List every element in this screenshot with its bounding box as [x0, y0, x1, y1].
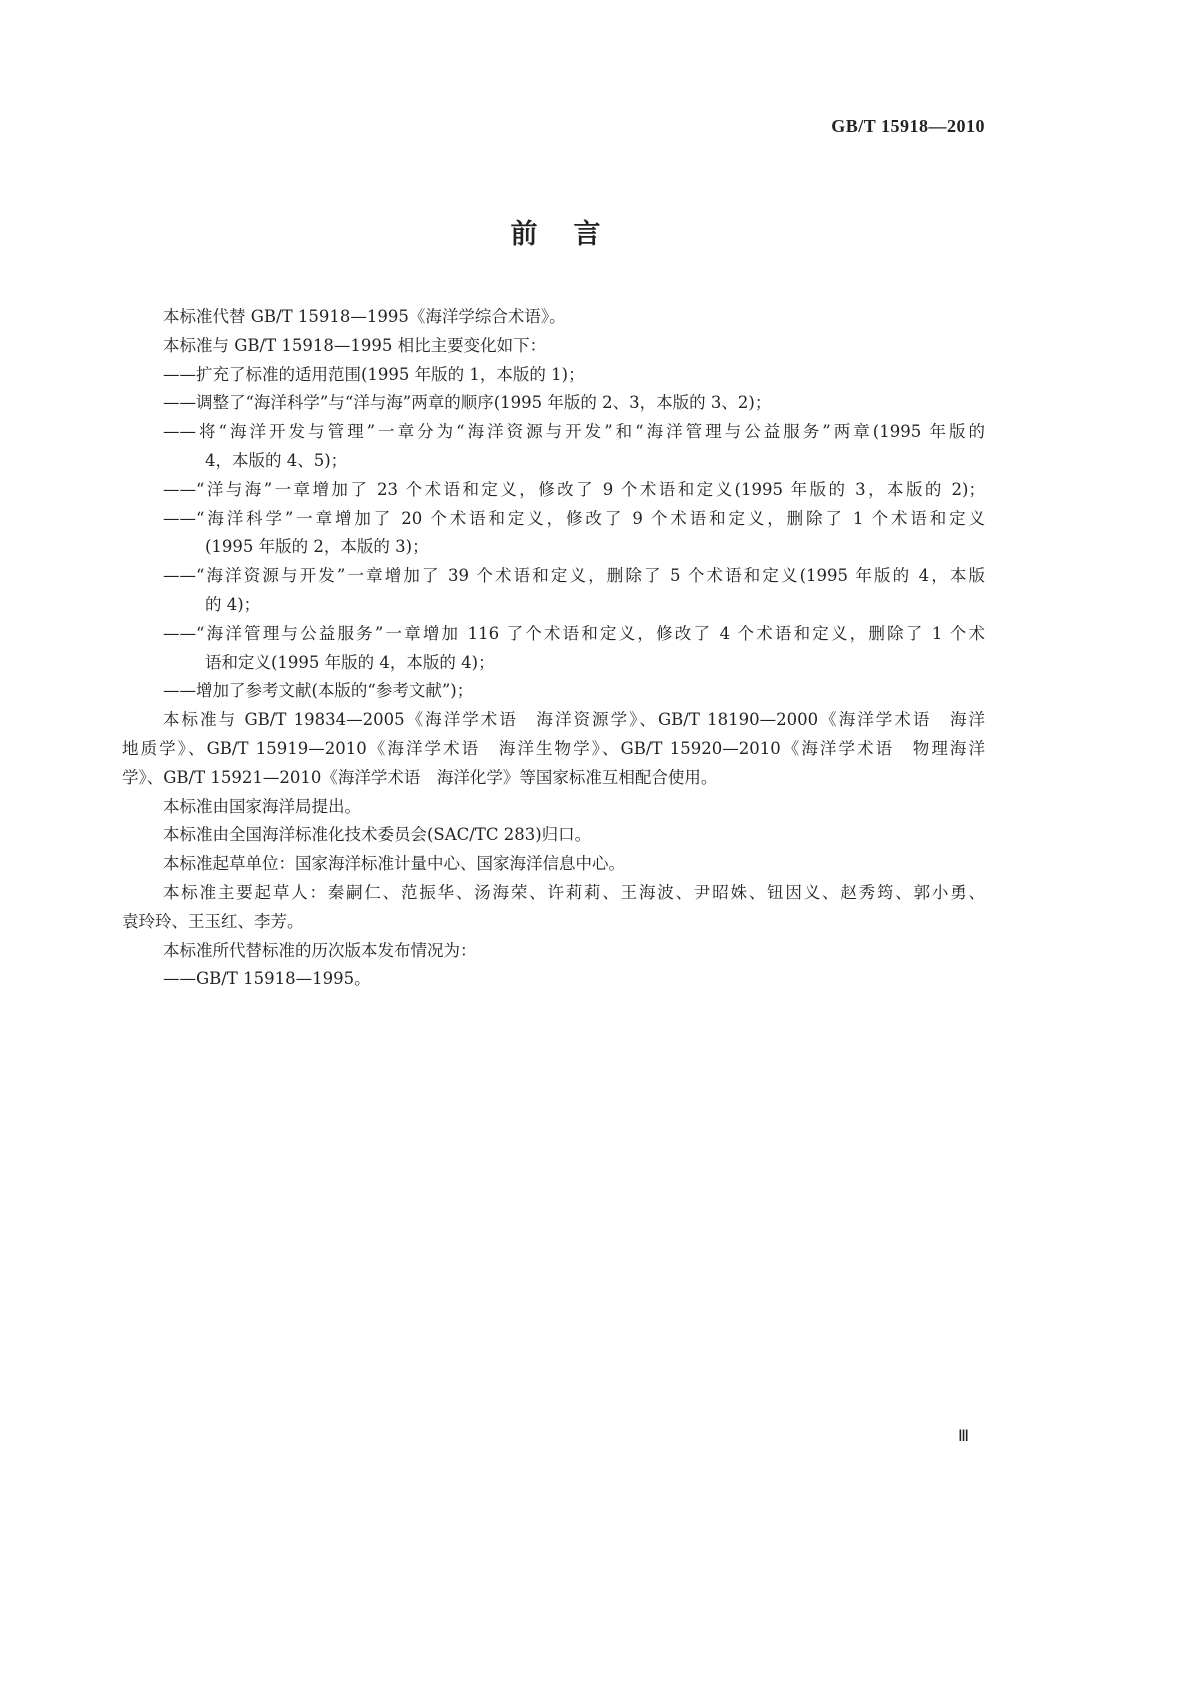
list-item: ——GB/T 15918—1995。 — [163, 969, 371, 989]
list-item-continuation: (1995 年版的 2，本版的 3)； — [205, 537, 429, 557]
paragraph-line: 本标准由国家海洋局提出。 — [163, 796, 361, 816]
paragraph-line: 本标准与 GB/T 15918—1995 相比主要变化如下： — [163, 335, 547, 355]
paragraph-line: 袁玲玲、王玉红、李芳。 — [122, 911, 304, 931]
paragraph-line: 地质学》、GB/T 15919—2010《海洋学术语 海洋生物学》、GB/T 15920—2010《海洋学术语 物理海洋 — [122, 738, 985, 758]
list-item-continuation: 语和定义(1995 年版的 4，本版的 4)； — [205, 652, 495, 672]
paragraph-line: 本标准由全国海洋标准化技术委员会(SAC/TC 283)归口。 — [163, 825, 592, 845]
list-item: ——扩充了标准的适用范围(1995 年版的 1，本版的 1)； — [163, 364, 585, 384]
paragraph-line: 本标准代替 GB/T 15918—1995《海洋学综合术语》。 — [163, 307, 566, 326]
page-number: Ⅲ — [958, 1428, 970, 1445]
list-item-continuation: 4，本版的 4、5)； — [205, 450, 348, 470]
paragraph-line: 本标准主要起草人：秦嗣仁、范振华、汤海荣、许莉莉、王海波、尹昭姝、钮因义、赵秀筠、郭小勇、 — [163, 882, 985, 902]
list-item-continuation: 的 4)； — [205, 594, 261, 614]
standard-number: GB/T 15918—2010 — [831, 116, 985, 136]
list-item: ——调整了“海洋科学”与“洋与海”两章的顺序(1995 年版的 2、3，本版的 3、2)； — [163, 393, 772, 413]
page-title: 前言 — [510, 219, 637, 250]
foreword-body — [122, 303, 985, 994]
list-item: ——“海洋管理与公益服务”一章增加 116 了个术语和定义，修改了 4 个术语和定义，删除了 1 个术 — [163, 623, 985, 643]
paragraph-line: 本标准所代替标准的历次版本发布情况为： — [163, 940, 477, 960]
list-item: ——“海洋资源与开发”一章增加了 39 个术语和定义，删除了 5 个术语和定义(1995 年版的 4，本版 — [163, 566, 985, 586]
list-item: ——“洋与海”一章增加了 23 个术语和定义，修改了 9 个术语和定义(1995 年版的 3，本版的 2)； — [163, 479, 985, 499]
list-item: ——“海洋科学”一章增加了 20 个术语和定义，修改了 9 个术语和定义，删除了 1 个术语和定义 — [163, 508, 985, 528]
paragraph-line: 学》、GB/T 15921—2010《海洋学术语 海洋化学》等国家标准互相配合使用。 — [122, 767, 718, 787]
list-item: ——将“海洋开发与管理”一章分为“海洋资源与开发”和“海洋管理与公益服务”两章(1995 年版的 — [163, 422, 985, 442]
paragraph-line: 本标准与 GB/T 19834—2005《海洋学术语 海洋资源学》、GB/T 18190—2000《海洋学术语 海洋 — [163, 710, 985, 730]
paragraph-line: 本标准起草单位：国家海洋标准计量中心、国家海洋信息中心。 — [163, 854, 625, 874]
list-item: ——增加了参考文献(本版的“参考文献”)； — [163, 681, 474, 701]
